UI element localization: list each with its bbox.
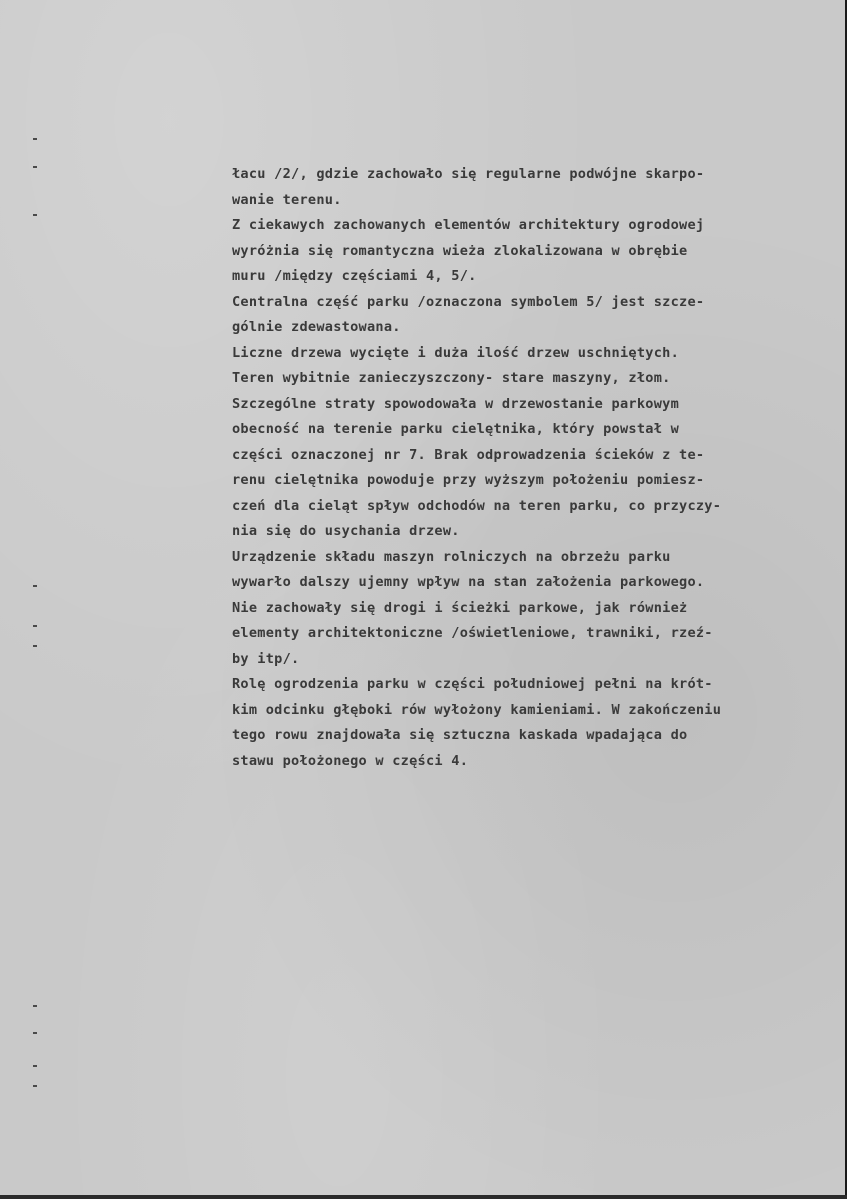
text-line: wyróżnia się romantyczna wieża zlokalizowana w obrębie [232,242,688,259]
text-line: Szczególne straty spowodowała w drzewostanie parkowym [232,395,680,412]
text-line: Rolę ogrodzenia parku w części południowej pełni na krót- [232,676,713,692]
text-line: obecność na terenie parku cielętnika, który powstał w [232,421,680,437]
text-line: by itp/. [232,650,300,667]
text-line: muru /między częściami 4, 5/. [232,268,477,284]
text-line: Centralna część parku /oznaczona symbolem 5/ jest szcze- [232,293,705,310]
text-line: kim odcinku głęboki rów wyłożony kamieniami. W zakończeniu [232,701,722,718]
text-line: wywarło dalszy ujemny wpływ na stan założenia parkowego. [232,574,705,590]
text-line: wanie terenu. [232,191,342,208]
text-line: renu cielętnika powoduje przy wyższym położeniu pomiesz- [232,472,705,488]
text-line: części oznaczonej nr 7. Brak odprowadzenia ścieków z te- [232,446,705,463]
text-line: gólnie zdewastowana. [232,319,401,335]
margin-mark [33,1085,37,1087]
text-line: tego rowu znajdowała się sztuczna kaskada wpadająca do [232,727,688,743]
margin-mark [33,585,37,587]
margin-mark [33,138,37,140]
text-line: Liczne drzewa wycięte i duża ilość drzew uschniętych. [232,344,680,361]
margin-mark [33,1005,37,1007]
margin-mark [33,1032,37,1034]
text-line: Teren wybitnie zanieczyszczony- stare maszyny, złom. [232,370,671,386]
margin-mark [33,625,37,627]
text-line: łacu /2/, gdzie zachowało się regularne podwójne skarpo- [232,166,705,182]
text-line: czeń dla cieląt spływ odchodów na teren parku, co przyczy- [232,497,722,514]
text-line: Nie zachowały się drogi i ścieżki parkowe, jak również [232,599,688,616]
text-line: elementy architektoniczne /oświetleniowe, trawniki, rzeź- [232,625,713,641]
margin-mark [33,645,37,647]
text-line: nia się do usychania drzew. [232,523,460,539]
margin-mark [33,1065,37,1067]
margin-mark [33,214,37,216]
typed-text-block [232,162,847,774]
text-line: Urządzenie składu maszyn rolniczych na obrzeżu parku [232,548,671,565]
text-line: stawu położonego w części 4. [232,752,469,769]
text-line: Z ciekawych zachowanych elementów architektury ogrodowej [232,217,705,233]
margin-mark [33,166,37,168]
